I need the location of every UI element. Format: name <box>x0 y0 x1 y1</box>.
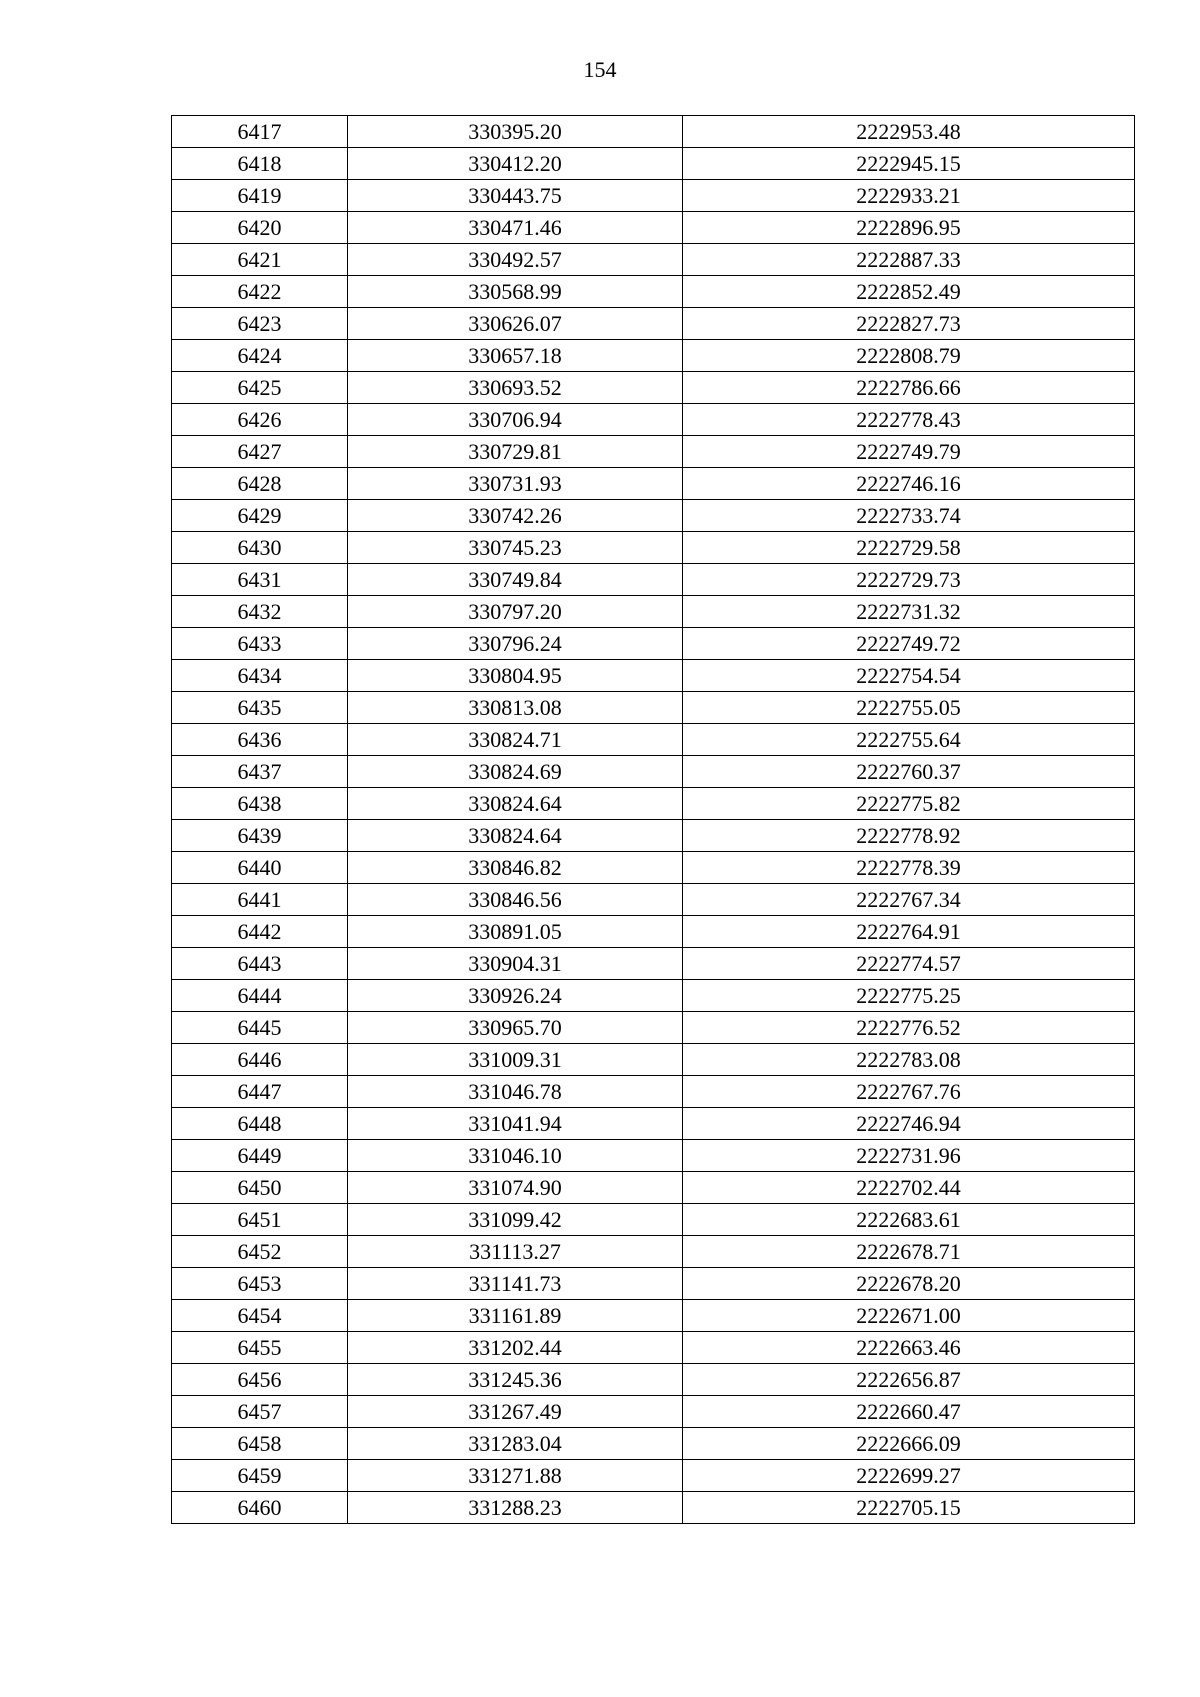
x-coordinate-cell: 330824.64 <box>348 820 683 852</box>
y-coordinate-cell: 2222663.46 <box>683 1332 1135 1364</box>
x-coordinate-cell: 330824.64 <box>348 788 683 820</box>
y-coordinate-cell: 2222755.05 <box>683 692 1135 724</box>
y-coordinate-cell: 2222729.58 <box>683 532 1135 564</box>
x-coordinate-cell: 330891.05 <box>348 916 683 948</box>
point-number-cell: 6436 <box>172 724 348 756</box>
x-coordinate-cell: 331141.73 <box>348 1268 683 1300</box>
y-coordinate-cell: 2222827.73 <box>683 308 1135 340</box>
x-coordinate-cell: 330796.24 <box>348 628 683 660</box>
x-coordinate-cell: 330443.75 <box>348 180 683 212</box>
point-number-cell: 6426 <box>172 404 348 436</box>
table-row <box>172 916 1135 948</box>
table-row <box>172 1428 1135 1460</box>
point-number-cell: 6440 <box>172 852 348 884</box>
y-coordinate-cell: 2222683.61 <box>683 1204 1135 1236</box>
point-number-cell: 6433 <box>172 628 348 660</box>
x-coordinate-cell: 331267.49 <box>348 1396 683 1428</box>
x-coordinate-cell: 330824.69 <box>348 756 683 788</box>
table-row <box>172 1300 1135 1332</box>
x-coordinate-cell: 331009.31 <box>348 1044 683 1076</box>
y-coordinate-cell: 2222746.16 <box>683 468 1135 500</box>
x-coordinate-cell: 330742.26 <box>348 500 683 532</box>
y-coordinate-cell: 2222731.96 <box>683 1140 1135 1172</box>
x-coordinate-cell: 330824.71 <box>348 724 683 756</box>
x-coordinate-cell: 330471.46 <box>348 212 683 244</box>
table-row <box>172 532 1135 564</box>
point-number-cell: 6452 <box>172 1236 348 1268</box>
y-coordinate-cell: 2222749.79 <box>683 436 1135 468</box>
table-row <box>172 468 1135 500</box>
point-number-cell: 6459 <box>172 1460 348 1492</box>
table-row <box>172 980 1135 1012</box>
x-coordinate-cell: 331046.10 <box>348 1140 683 1172</box>
x-coordinate-cell: 330813.08 <box>348 692 683 724</box>
x-coordinate-cell: 330926.24 <box>348 980 683 1012</box>
x-coordinate-cell: 330745.23 <box>348 532 683 564</box>
table-row <box>172 1364 1135 1396</box>
x-coordinate-cell: 330412.20 <box>348 148 683 180</box>
point-number-cell: 6446 <box>172 1044 348 1076</box>
y-coordinate-cell: 2222945.15 <box>683 148 1135 180</box>
y-coordinate-cell: 2222764.91 <box>683 916 1135 948</box>
table-row <box>172 628 1135 660</box>
point-number-cell: 6422 <box>172 276 348 308</box>
x-coordinate-cell: 330706.94 <box>348 404 683 436</box>
y-coordinate-cell: 2222778.43 <box>683 404 1135 436</box>
point-number-cell: 6454 <box>172 1300 348 1332</box>
y-coordinate-cell: 2222775.25 <box>683 980 1135 1012</box>
point-number-cell: 6439 <box>172 820 348 852</box>
x-coordinate-cell: 331202.44 <box>348 1332 683 1364</box>
x-coordinate-cell: 331041.94 <box>348 1108 683 1140</box>
table-row <box>172 788 1135 820</box>
y-coordinate-cell: 2222760.37 <box>683 756 1135 788</box>
table-row <box>172 244 1135 276</box>
page-number: 154 <box>583 57 617 82</box>
table-row <box>172 212 1135 244</box>
y-coordinate-cell: 2222699.27 <box>683 1460 1135 1492</box>
x-coordinate-cell: 331099.42 <box>348 1204 683 1236</box>
y-coordinate-cell: 2222852.49 <box>683 276 1135 308</box>
table-row <box>172 596 1135 628</box>
x-coordinate-cell: 331283.04 <box>348 1428 683 1460</box>
point-number-cell: 6443 <box>172 948 348 980</box>
point-number-cell: 6458 <box>172 1428 348 1460</box>
x-coordinate-cell: 330846.82 <box>348 852 683 884</box>
point-number-cell: 6418 <box>172 148 348 180</box>
table-row <box>172 820 1135 852</box>
table-row <box>172 660 1135 692</box>
x-coordinate-cell: 330492.57 <box>348 244 683 276</box>
x-coordinate-cell: 330731.93 <box>348 468 683 500</box>
point-number-cell: 6421 <box>172 244 348 276</box>
point-number-cell: 6434 <box>172 660 348 692</box>
y-coordinate-cell: 2222783.08 <box>683 1044 1135 1076</box>
table-row <box>172 1236 1135 1268</box>
table-row <box>172 1012 1135 1044</box>
point-number-cell: 6431 <box>172 564 348 596</box>
x-coordinate-cell: 330568.99 <box>348 276 683 308</box>
table-row <box>172 500 1135 532</box>
table-row <box>172 756 1135 788</box>
point-number-cell: 6432 <box>172 596 348 628</box>
y-coordinate-cell: 2222767.76 <box>683 1076 1135 1108</box>
y-coordinate-cell: 2222746.94 <box>683 1108 1135 1140</box>
x-coordinate-cell: 330804.95 <box>348 660 683 692</box>
y-coordinate-cell: 2222774.57 <box>683 948 1135 980</box>
point-number-cell: 6420 <box>172 212 348 244</box>
x-coordinate-cell: 331046.78 <box>348 1076 683 1108</box>
point-number-cell: 6445 <box>172 1012 348 1044</box>
table-row <box>172 564 1135 596</box>
table-row <box>172 884 1135 916</box>
point-number-cell: 6430 <box>172 532 348 564</box>
point-number-cell: 6438 <box>172 788 348 820</box>
y-coordinate-cell: 2222733.74 <box>683 500 1135 532</box>
table-row <box>172 1460 1135 1492</box>
y-coordinate-cell: 2222754.54 <box>683 660 1135 692</box>
table-row <box>172 180 1135 212</box>
y-coordinate-cell: 2222775.82 <box>683 788 1135 820</box>
point-number-cell: 6447 <box>172 1076 348 1108</box>
y-coordinate-cell: 2222808.79 <box>683 340 1135 372</box>
table-row <box>172 1396 1135 1428</box>
coordinate-table <box>171 115 1135 1524</box>
x-coordinate-cell: 330904.31 <box>348 948 683 980</box>
y-coordinate-cell: 2222749.72 <box>683 628 1135 660</box>
y-coordinate-cell: 2222702.44 <box>683 1172 1135 1204</box>
table-row <box>172 372 1135 404</box>
table-row <box>172 852 1135 884</box>
table-row <box>172 1076 1135 1108</box>
point-number-cell: 6449 <box>172 1140 348 1172</box>
point-number-cell: 6442 <box>172 916 348 948</box>
table-row <box>172 1268 1135 1300</box>
y-coordinate-cell: 2222887.33 <box>683 244 1135 276</box>
y-coordinate-cell: 2222933.21 <box>683 180 1135 212</box>
y-coordinate-cell: 2222656.87 <box>683 1364 1135 1396</box>
y-coordinate-cell: 2222755.64 <box>683 724 1135 756</box>
y-coordinate-cell: 2222786.66 <box>683 372 1135 404</box>
table-row <box>172 404 1135 436</box>
x-coordinate-cell: 330693.52 <box>348 372 683 404</box>
point-number-cell: 6428 <box>172 468 348 500</box>
point-number-cell: 6424 <box>172 340 348 372</box>
x-coordinate-cell: 331113.27 <box>348 1236 683 1268</box>
x-coordinate-cell: 330729.81 <box>348 436 683 468</box>
point-number-cell: 6457 <box>172 1396 348 1428</box>
x-coordinate-cell: 330846.56 <box>348 884 683 916</box>
table-row <box>172 340 1135 372</box>
point-number-cell: 6429 <box>172 500 348 532</box>
point-number-cell: 6417 <box>172 116 348 148</box>
x-coordinate-cell: 330749.84 <box>348 564 683 596</box>
y-coordinate-cell: 2222705.15 <box>683 1492 1135 1524</box>
point-number-cell: 6456 <box>172 1364 348 1396</box>
table-row <box>172 148 1135 180</box>
table-row <box>172 724 1135 756</box>
x-coordinate-cell: 330657.18 <box>348 340 683 372</box>
y-coordinate-cell: 2222678.20 <box>683 1268 1135 1300</box>
point-number-cell: 6423 <box>172 308 348 340</box>
y-coordinate-cell: 2222896.95 <box>683 212 1135 244</box>
point-number-cell: 6453 <box>172 1268 348 1300</box>
point-number-cell: 6425 <box>172 372 348 404</box>
table-body <box>172 116 1135 1524</box>
x-coordinate-cell: 330965.70 <box>348 1012 683 1044</box>
x-coordinate-cell: 331161.89 <box>348 1300 683 1332</box>
table-row <box>172 436 1135 468</box>
y-coordinate-cell: 2222678.71 <box>683 1236 1135 1268</box>
y-coordinate-cell: 2222731.32 <box>683 596 1135 628</box>
table-row <box>172 1172 1135 1204</box>
point-number-cell: 6448 <box>172 1108 348 1140</box>
x-coordinate-cell: 331245.36 <box>348 1364 683 1396</box>
point-number-cell: 6444 <box>172 980 348 1012</box>
table-row <box>172 692 1135 724</box>
y-coordinate-cell: 2222778.39 <box>683 852 1135 884</box>
point-number-cell: 6435 <box>172 692 348 724</box>
x-coordinate-cell: 331271.88 <box>348 1460 683 1492</box>
table-row <box>172 1044 1135 1076</box>
point-number-cell: 6419 <box>172 180 348 212</box>
table-row <box>172 1108 1135 1140</box>
y-coordinate-cell: 2222660.47 <box>683 1396 1135 1428</box>
point-number-cell: 6450 <box>172 1172 348 1204</box>
point-number-cell: 6437 <box>172 756 348 788</box>
y-coordinate-cell: 2222729.73 <box>683 564 1135 596</box>
table-row <box>172 1492 1135 1524</box>
table-row <box>172 1204 1135 1236</box>
y-coordinate-cell: 2222767.34 <box>683 884 1135 916</box>
y-coordinate-cell: 2222671.00 <box>683 1300 1135 1332</box>
table-row <box>172 308 1135 340</box>
point-number-cell: 6451 <box>172 1204 348 1236</box>
x-coordinate-cell: 330626.07 <box>348 308 683 340</box>
x-coordinate-cell: 331288.23 <box>348 1492 683 1524</box>
point-number-cell: 6427 <box>172 436 348 468</box>
table-row <box>172 948 1135 980</box>
y-coordinate-cell: 2222778.92 <box>683 820 1135 852</box>
table-row <box>172 276 1135 308</box>
y-coordinate-cell: 2222666.09 <box>683 1428 1135 1460</box>
x-coordinate-cell: 330395.20 <box>348 116 683 148</box>
table-row <box>172 1140 1135 1172</box>
point-number-cell: 6460 <box>172 1492 348 1524</box>
table-row <box>172 116 1135 148</box>
point-number-cell: 6441 <box>172 884 348 916</box>
table-row <box>172 1332 1135 1364</box>
y-coordinate-cell: 2222776.52 <box>683 1012 1135 1044</box>
point-number-cell: 6455 <box>172 1332 348 1364</box>
x-coordinate-cell: 330797.20 <box>348 596 683 628</box>
x-coordinate-cell: 331074.90 <box>348 1172 683 1204</box>
y-coordinate-cell: 2222953.48 <box>683 116 1135 148</box>
